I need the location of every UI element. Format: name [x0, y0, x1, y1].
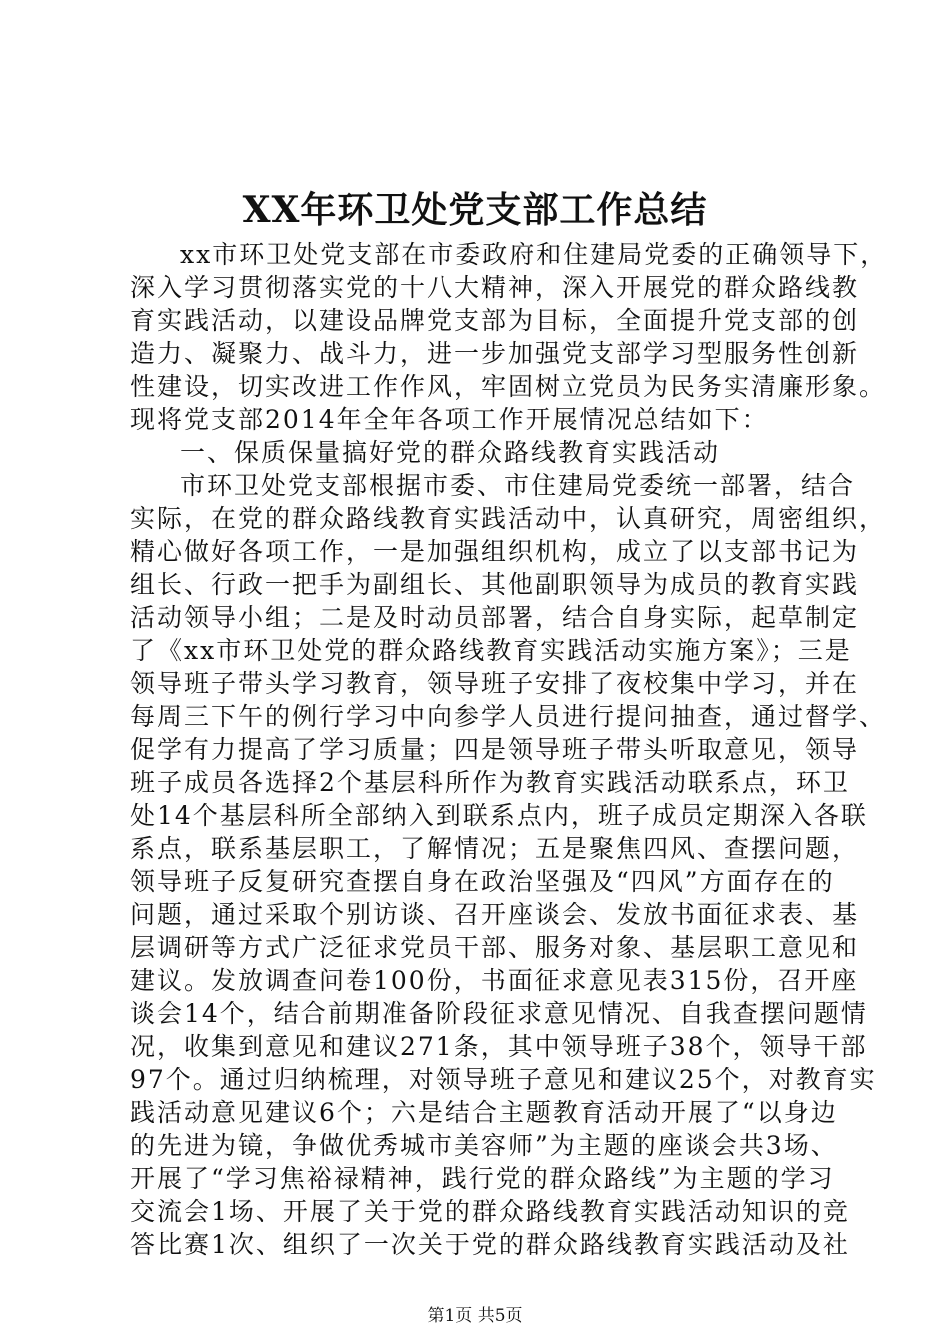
body-line: 层调研等方式广泛征求党员干部、服务对象、基层职工意见和 — [130, 933, 860, 962]
body-line: 97个。通过归纳梳理，对领导班子意见和建议25个，对教育实 — [130, 1065, 877, 1094]
body-line: 现将党支部2014年全年各项工作开展情况总结如下： — [130, 405, 769, 434]
body-line: 造力、凝聚力、战斗力，进一步加强党支部学习型服务性创新 — [130, 339, 860, 368]
body-line: 开展了“学习焦裕禄精神，践行党的群众路线”为主题的学习 — [130, 1164, 835, 1193]
body-line: 处14个基层科所全部纳入到联系点内，班子成员定期深入各联 — [130, 801, 868, 830]
body-line: 建议。发放调查问卷100份，书面征求意见表315份，召开座 — [130, 966, 859, 995]
body-line: 况，收集到意见和建议271条，其中领导班子38个，领导干部 — [130, 1032, 868, 1061]
body-line: 了《xx市环卫处党的群众路线教育实践活动实施方案》；三是 — [130, 636, 852, 665]
body-line: 促学有力提高了学习质量；四是领导班子带头听取意见，领导 — [130, 735, 860, 764]
body-line: 育实践活动，以建设品牌党支部为目标，全面提升党支部的创 — [130, 306, 860, 335]
body-line: 的先进为镜，争做优秀城市美容师”为主题的座谈会共3场、 — [130, 1131, 838, 1160]
body-line: 精心做好各项工作，一是加强组织机构，成立了以支部书记为 — [130, 537, 860, 566]
body-line: 谈会14个，结合前期准备阶段征求意见情况、自我查摆问题情 — [130, 999, 868, 1028]
document-body — [130, 238, 888, 1261]
body-line: 班子成员各选择2个基层科所作为教育实践活动联系点，环卫 — [130, 768, 850, 797]
body-line: 领导班子反复研究查摆自身在政治坚强及“四风”方面存在的 — [130, 867, 835, 896]
body-line: 每周三下午的例行学习中向参学人员进行提问抽查，通过督学、 — [130, 702, 887, 731]
page-number: 第1页 共5页 — [427, 1306, 523, 1326]
body-line: 组长、行政一把手为副组长、其他副职领导为成员的教育实践 — [130, 570, 860, 599]
body-line: xx市环卫处党支部在市委政府和住建局党委的正确领导下， — [180, 240, 888, 269]
body-line: 系点，联系基层职工，了解情况；五是聚焦四风、查摆问题， — [130, 834, 860, 863]
body-line: 实际，在党的群众路线教育实践活动中，认真研究，周密组织， — [130, 504, 887, 533]
body-line: 领导班子带头学习教育，领导班子安排了夜校集中学习，并在 — [130, 669, 860, 698]
body-line: 性建设，切实改进工作作风，牢固树立党员为民务实清廉形象。 — [130, 372, 887, 401]
body-line: 答比赛1次、组织了一次关于党的群众路线教育实践活动及社 — [130, 1230, 850, 1259]
body-line: 践活动意见建议6个；六是结合主题教育活动开展了“以身边 — [130, 1098, 838, 1127]
document-title: XX年环卫处党支部工作总结 — [242, 189, 708, 231]
body-line: 市环卫处党支部根据市委、市住建局党委统一部署，结合 — [180, 471, 856, 500]
section-heading: 一、保质保量搞好党的群众路线教育实践活动 — [180, 438, 721, 467]
body-line: 交流会1场、开展了关于党的群众路线教育实践活动知识的竞 — [130, 1197, 850, 1226]
body-line: 问题，通过采取个别访谈、召开座谈会、发放书面征求表、基 — [130, 900, 860, 929]
body-line: 活动领导小组；二是及时动员部署，结合自身实际，起草制定 — [130, 603, 860, 632]
body-line: 深入学习贯彻落实党的十八大精神，深入开展党的群众路线教 — [130, 273, 860, 302]
